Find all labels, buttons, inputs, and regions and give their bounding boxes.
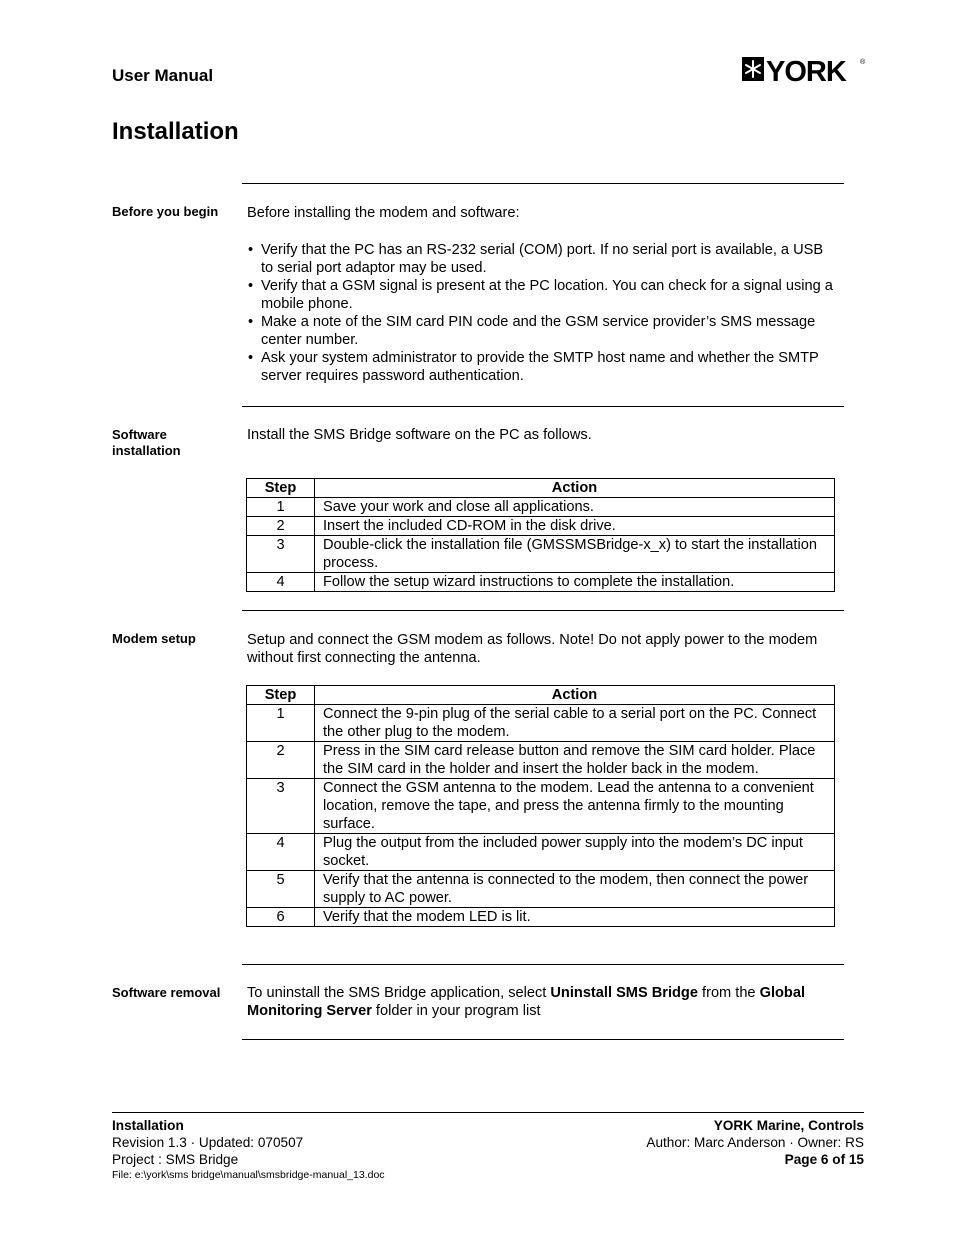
footer-file-path: File: e:\york\sms bridge\manual\smsbridge-manual_13.doc [112,1169,385,1181]
step-action: Verify that the modem LED is lit. [315,908,835,927]
table-row [247,779,835,834]
footer-right [646,1117,864,1168]
col-action-header: Action [315,686,835,705]
step-number: 4 [247,834,315,871]
step-action: Plug the output from the included power supply into the modem’s DC input socket. [315,834,835,871]
step-number: 3 [247,779,315,834]
before-bullet-list [247,241,837,385]
table-row [247,517,835,536]
list-item: • Ask your system administrator to provide the SMTP host name and whether the SMTP server requires password authentication. [247,349,837,385]
section-divider [242,183,844,184]
footer-project: Project : SMS Bridge [112,1152,239,1167]
table-row [247,742,835,779]
software-steps-table [246,478,835,592]
list-item: • Verify that the PC has an RS-232 serial (COM) port. If no serial port is available, a USB to serial port adaptor may be used. [247,241,837,277]
step-action: Connect the 9-pin plug of the serial cable to a serial port on the PC. Connect the other plug to the modem. [315,705,835,742]
table-row [247,536,835,573]
table-row [247,573,835,592]
footer-divider [112,1112,864,1113]
col-action-header: Action [315,479,835,498]
col-step-header: Step [247,479,315,498]
removal-text-part: from the [697,985,760,1001]
table-header-row [247,479,835,498]
step-action: Insert the included CD-ROM in the disk drive. [315,517,835,536]
table-row [247,834,835,871]
step-number: 1 [247,705,315,742]
table-row [247,498,835,517]
york-logo [742,55,866,85]
section-divider [242,1039,844,1040]
step-action: Press in the SIM card release button and remove the SIM card holder. Place the SIM card in the holder and insert the holder back in the modem. [315,742,835,779]
modem-intro: Setup and connect the GSM modem as follows. Note! Do not apply power to the modem without first connecting the antenna. [247,632,818,666]
software-intro: Install the SMS Bridge software on the PC as follows. [247,427,592,443]
list-item: • Verify that a GSM signal is present at the PC location. You can check for a signal using a mobile phone. [247,277,837,313]
step-number: 6 [247,908,315,927]
footer-section-title: Installation [112,1118,184,1133]
page-number: Page 6 of 15 [784,1152,864,1167]
step-action: Connect the GSM antenna to the modem. Lead the antenna to a convenient location, remove the tape, and press the antenna firmly to the mounting surface. [315,779,835,834]
step-number: 3 [247,536,315,573]
removal-text-part: To uninstall the SMS Bridge application, select [247,985,551,1001]
footer-company: YORK Marine, Controls [713,1118,864,1133]
step-number: 2 [247,517,315,536]
section-label-removal: Software removal [112,985,221,1000]
table-header-row [247,686,835,705]
uninstall-menu-name: Uninstall SMS Bridge [550,985,698,1001]
registered-mark: ® [860,59,866,66]
footer-author: Author: Marc Anderson · Owner: RS [646,1135,864,1150]
step-number: 5 [247,871,315,908]
removal-text-part: folder in your program list [371,1003,541,1019]
section-label-before: Before you begin [112,204,219,219]
section-before [247,204,837,385]
modem-steps-table [246,685,835,927]
section-divider [242,964,844,965]
step-number: 1 [247,498,315,517]
page-title: Installation [112,118,239,145]
program-folder-name: Global Monitoring Server [247,985,806,1019]
removal-text [247,984,837,1020]
section-divider [242,406,844,407]
section-label-software: Software installation [112,427,181,458]
logo-wordmark: YORK [766,56,846,85]
step-number: 4 [247,573,315,592]
step-number: 2 [247,742,315,779]
footer-left [112,1117,385,1182]
section-label-modem: Modem setup [112,631,196,646]
step-action: Follow the setup wizard instructions to complete the installation. [315,573,835,592]
step-action: Save your work and close all applications. [315,498,835,517]
header-title: User Manual [112,66,214,85]
table-row [247,871,835,908]
table-row [247,705,835,742]
step-action: Verify that the antenna is connected to the modem, then connect the power supply to AC power. [315,871,835,908]
before-intro: Before installing the modem and software: [247,205,520,221]
table-row [247,908,835,927]
step-action: Double-click the installation file (GMSSMSBridge-x_x) to start the installation process. [315,536,835,573]
section-divider [242,610,844,611]
col-step-header: Step [247,686,315,705]
list-item: • Make a note of the SIM card PIN code and the GSM service provider’s SMS message center number. [247,313,837,349]
footer-revision: Revision 1.3 · Updated: 070507 [112,1135,304,1150]
